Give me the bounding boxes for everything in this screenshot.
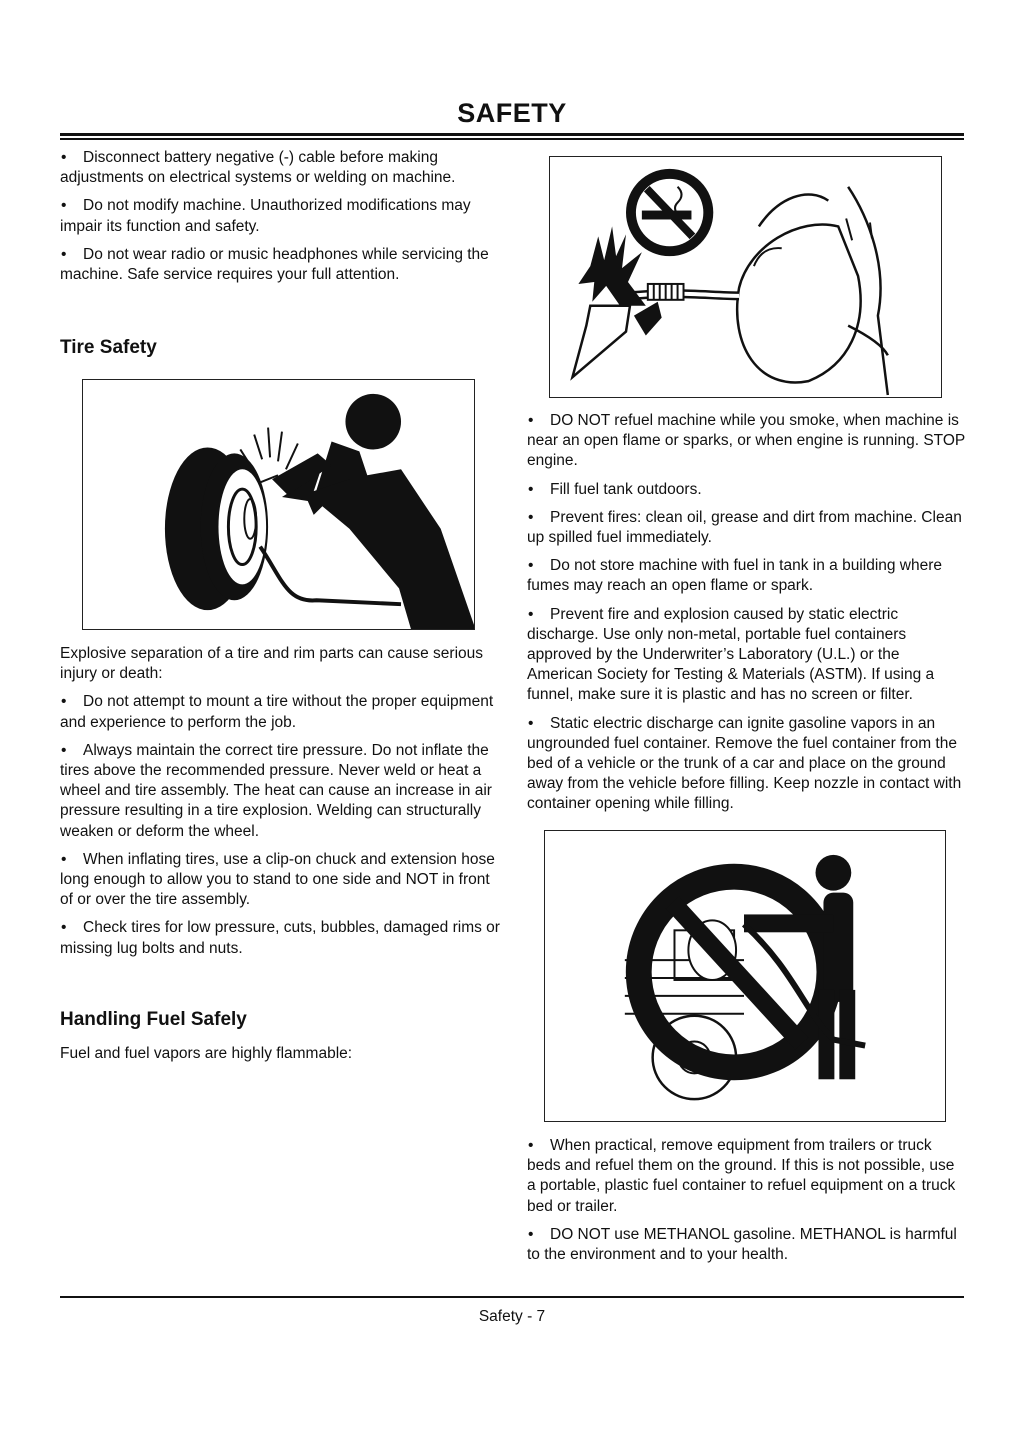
tire-explosion-icon xyxy=(83,380,474,629)
no-truckbed-refuel-illustration xyxy=(544,830,946,1122)
bullet-dot: • xyxy=(61,850,67,868)
fuel-intro: Fuel and fuel vapors are highly flammable: xyxy=(60,1045,353,1062)
list-item: • Do not attempt to mount a tire without the proper equipment and experience to perform the job. xyxy=(60,693,494,731)
bullet-dot: • xyxy=(61,919,67,937)
list-item: • Static electric discharge can ignite gasoline vapors in an ungrounded fuel container. Remove the fuel container from the bed of a vehicle or the trunk of a car and place on the ground away from the vehicle before filling. Keep nozzle in contact with container opening while filling. xyxy=(527,714,962,813)
list-item: • When inflating tires, use a clip-on chuck and extension hose long enough to allow you to stand to one side and NOT in front of or over the tire assembly. xyxy=(60,850,495,909)
list-item: • Do not wear radio or music headphones while servicing the machine. Safe service requires your full attention. xyxy=(60,245,489,284)
list-item: • Do not store machine with fuel in tank in a building where fumes may reach an open flame or spark. xyxy=(527,557,943,595)
bullet-dot: • xyxy=(528,557,534,575)
header-rule-thick xyxy=(60,133,964,136)
tire-safety-heading: Tire Safety xyxy=(60,337,157,358)
right-fuel-bullets-2 xyxy=(527,1136,967,1273)
no-smoking-icon xyxy=(550,157,941,397)
list-item: • Do not modify machine. Unauthorized modifications may impair its function and safety. xyxy=(60,197,471,235)
bullet-dot: • xyxy=(528,714,534,732)
prohibition-icon xyxy=(545,831,945,1121)
left-intro-bullets xyxy=(60,148,500,293)
header-rule-thin xyxy=(60,138,964,140)
tire-safety-intro: Explosive separation of a tire and rim parts can cause serious injury or death: xyxy=(60,645,484,683)
bullet-dot: • xyxy=(61,741,67,759)
page-number: Safety - 7 xyxy=(478,1308,546,1325)
bullet-dot: • xyxy=(528,508,534,526)
fuel-heading: Handling Fuel Safely xyxy=(60,1009,247,1030)
list-item: • Fill fuel tank outdoors. xyxy=(527,480,967,500)
tire-explosion-illustration xyxy=(82,379,475,630)
list-item: • When practical, remove equipment from trailers or truck beds and refuel them on the ground. If this is not possible, use a portable, plastic fuel container to refuel equipment on a truck bed or trailer. xyxy=(527,1137,956,1215)
bullet-dot: • xyxy=(61,693,67,711)
right-fuel-bullets xyxy=(527,411,967,823)
bullet-dot: • xyxy=(61,197,67,215)
footer-rule xyxy=(60,1296,964,1298)
list-item: • Prevent fire and explosion caused by static electric discharge. Use only non-metal, portable fuel containers approved by the Underwriter’s Laboratory (U.L.) or the American Society for Testing & Materials (ASTM). If using a funnel, make sure it is plastic and has no screen or filter. xyxy=(527,605,935,704)
no-smoking-refuel-illustration xyxy=(549,156,942,398)
bullet-dot: • xyxy=(528,605,534,623)
list-item: • Disconnect battery negative (-) cable before making adjustments on electrical systems or welding on machine. xyxy=(60,149,456,187)
bullet-dot: • xyxy=(528,480,534,498)
tire-safety-text xyxy=(60,644,500,967)
list-item: • Always maintain the correct tire pressure. Do not inflate the tires above the recommended pressure. Never weld or heat a wheel and tire assembly. The heat can cause an increase in air pressure resulting in a tire explosion. Welding can structurally weaken or deform the wheel. xyxy=(60,741,492,840)
page-title: SAFETY xyxy=(457,98,567,128)
bullet-dot: • xyxy=(61,149,67,166)
list-item: • DO NOT use METHANOL gasoline. METHANOL is harmful to the environment and to your health. xyxy=(527,1225,957,1264)
list-item: • Check tires for low pressure, cuts, bubbles, damaged rims or missing lug bolts and nuts. xyxy=(60,919,500,957)
list-item: • DO NOT refuel machine while you smoke, when machine is near an open flame or sparks, or when engine is running. STOP engine. xyxy=(527,412,965,470)
bullet-dot: • xyxy=(528,412,534,429)
bullet-dot: • xyxy=(528,1137,534,1154)
list-item: • Prevent fires: clean oil, grease and dirt from machine. Clean up spilled fuel immediately. xyxy=(527,508,962,547)
bullet-dot: • xyxy=(528,1225,534,1243)
bullet-dot: • xyxy=(61,245,67,263)
